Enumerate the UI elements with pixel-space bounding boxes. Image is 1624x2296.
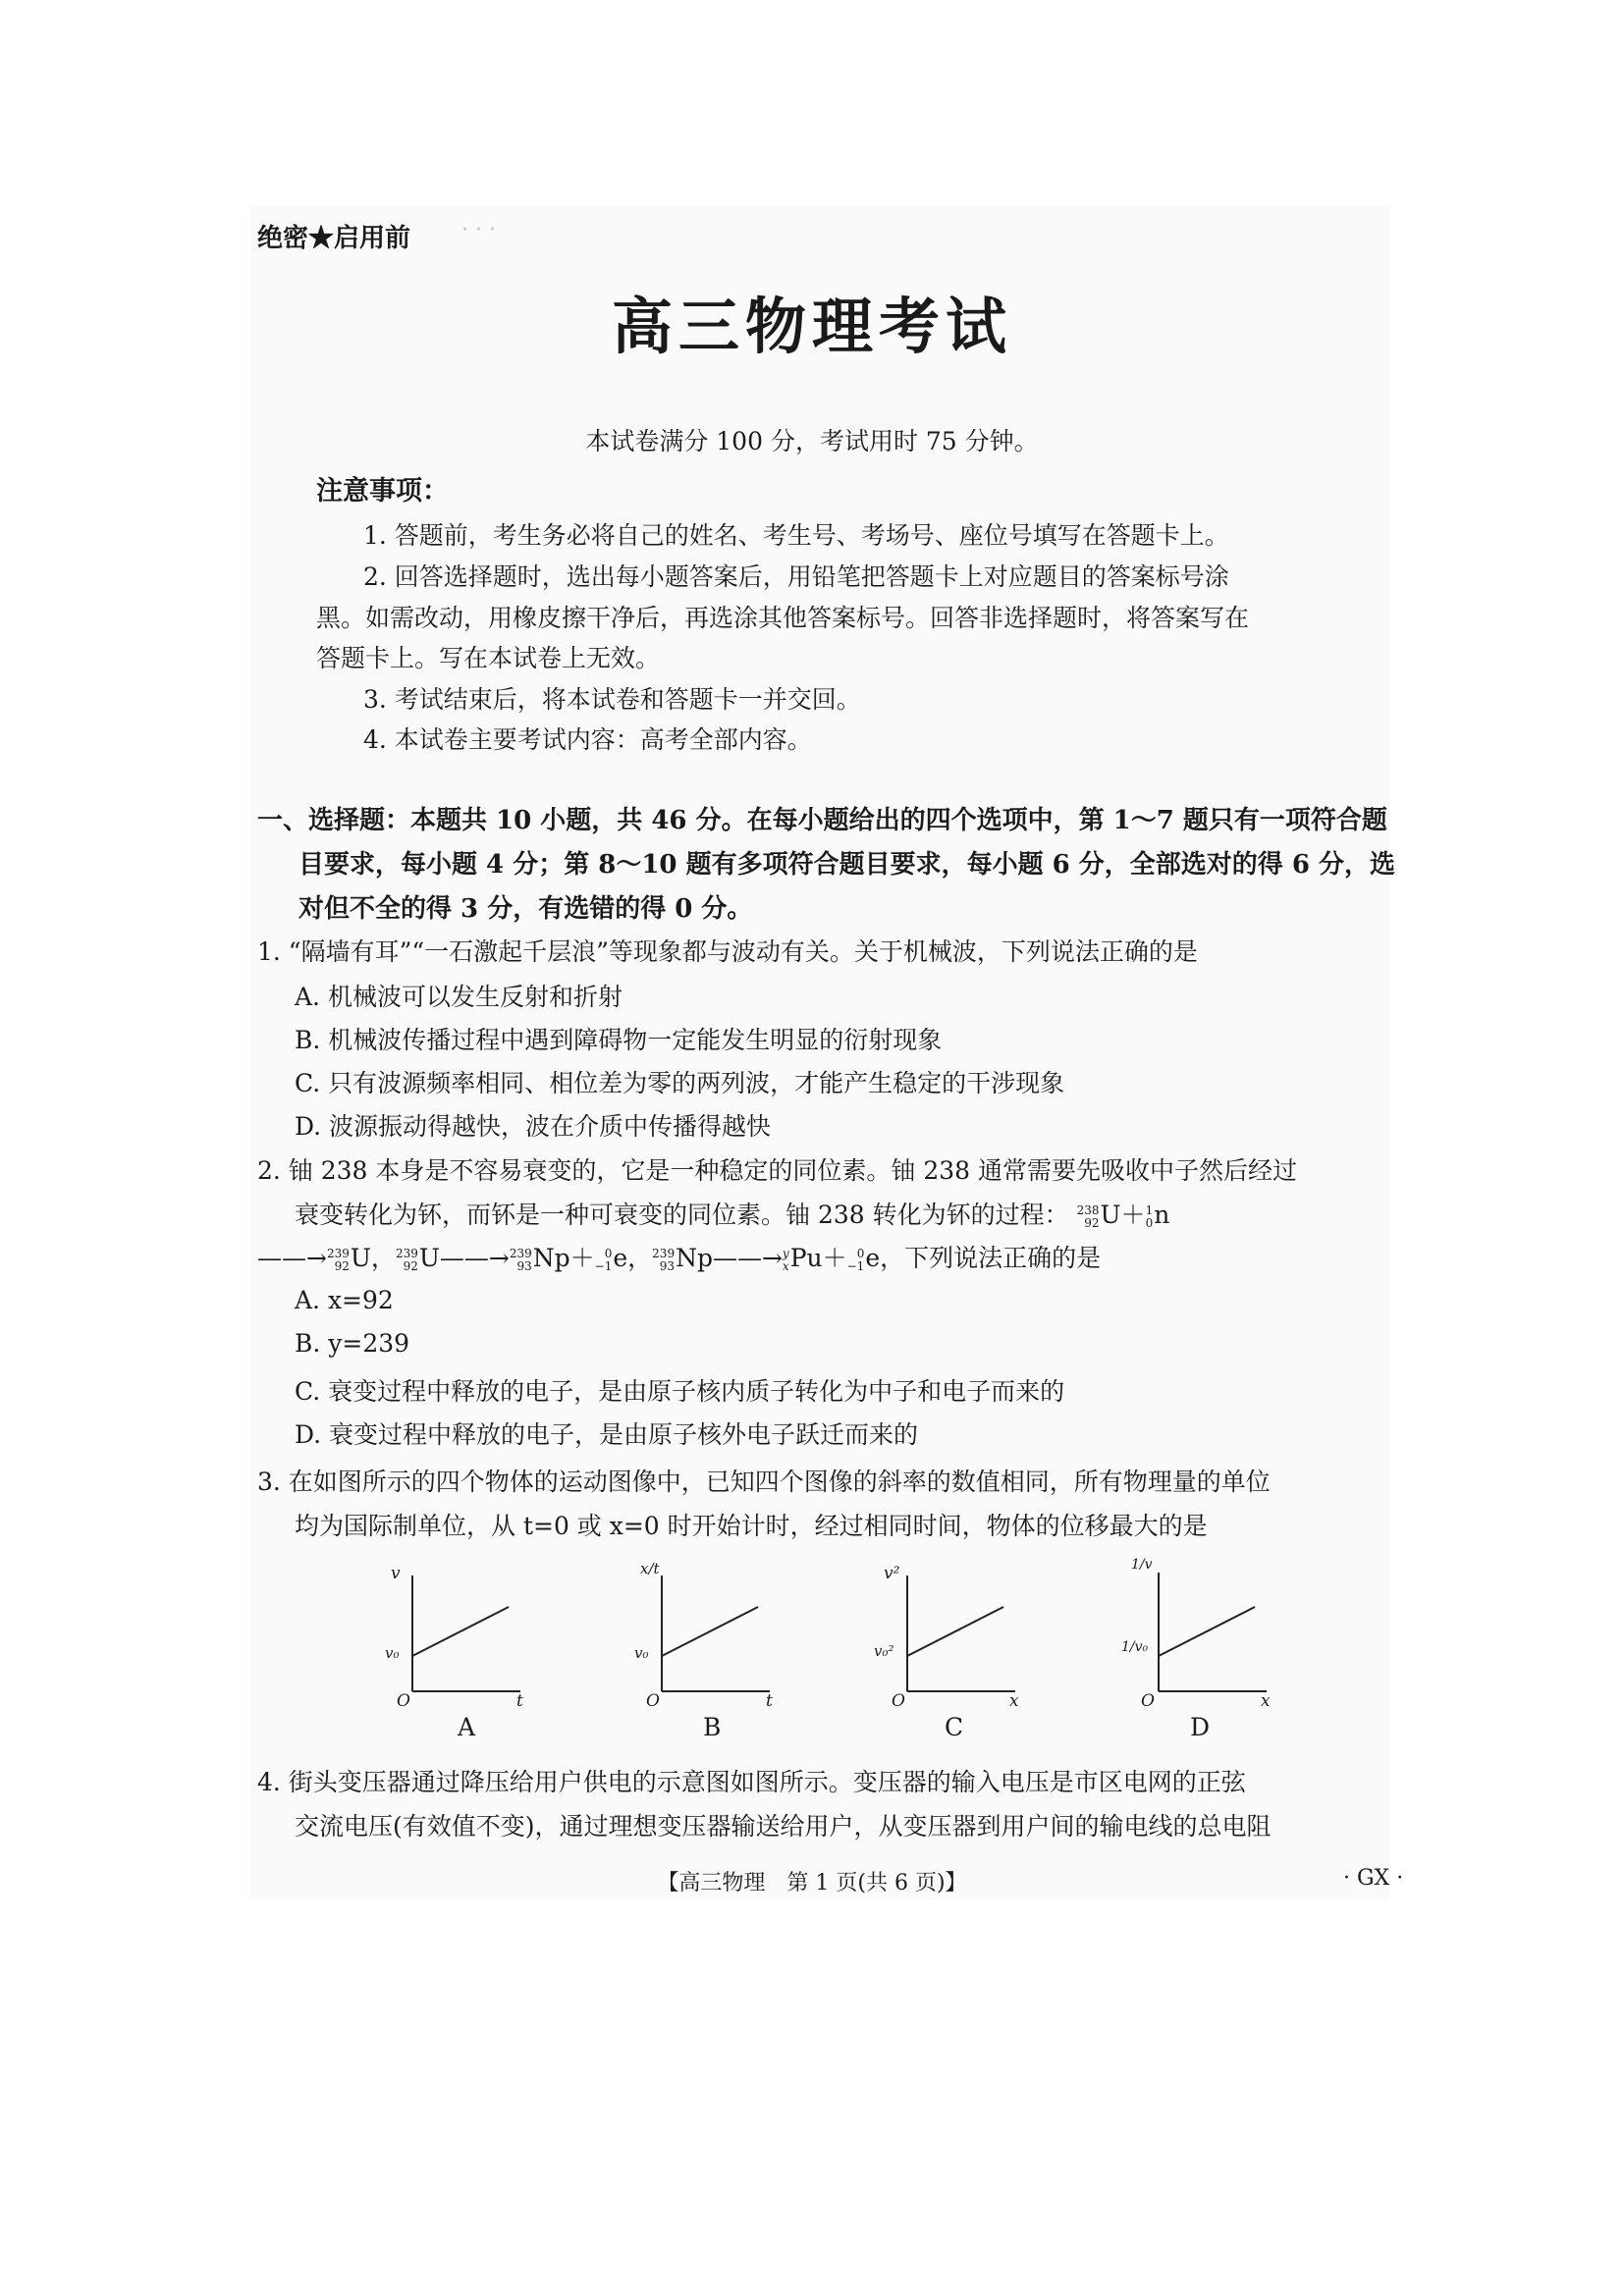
origin-label: O: [646, 1691, 660, 1711]
graph-b: [634, 1560, 774, 1711]
answer-option: B. 机械波传播过程中遇到障碍物一定能发生明显的衍射现象: [295, 1026, 943, 1054]
graph-line: [907, 1607, 1003, 1656]
origin-label: O: [1141, 1691, 1155, 1711]
nuclear-equation-line: [257, 1239, 1101, 1274]
y-axis-label: v: [391, 1564, 401, 1583]
section-instructions: 目要求，每小题 4 分；第 8～10 题有多项符合题目要求，每小题 6 分，全部选对的得 6 分，选: [298, 850, 1395, 880]
y-axis-label: 1/v: [1131, 1557, 1153, 1573]
graph-line: [412, 1607, 509, 1656]
graph-label: A: [458, 1713, 476, 1741]
x-axis-label: t: [766, 1691, 773, 1711]
bleed-through-text: · · ·: [461, 218, 496, 242]
x-axis-label: x: [1261, 1691, 1271, 1711]
section-instructions: 一、选择题：本题共 10 小题，共 46 分。在每小题给出的四个选项中，第 1～7 题只有一项符合题: [257, 806, 1387, 835]
answer-option: C. 衰变过程中释放的电子，是由原子核内质子转化为中子和电子而来的: [295, 1377, 1065, 1406]
notice-item: 答题卡上。写在本试卷上无效。: [316, 644, 661, 672]
x-axis-label: t: [516, 1691, 523, 1711]
intercept-label: v₀²: [874, 1642, 894, 1660]
question-stem: 交流电压(有效值不变)，通过理想变压器输送给用户，从变压器到用户间的输电线的总电阻: [295, 1812, 1272, 1841]
graph-c-svg: [876, 1566, 1023, 1703]
question-stem: 均为国际制单位，从 t=0 或 x=0 时开始计时，经过相同时间，物体的位移最大的是: [295, 1512, 1208, 1540]
intercept-label: v₀: [385, 1644, 400, 1662]
y-axis-label: v²: [884, 1564, 900, 1583]
notice-item: 3. 考试结束后，将本试卷和答题卡一并交回。: [363, 685, 861, 714]
graph-d: [1119, 1557, 1276, 1711]
question-text: 衰变转化为钚，而钚是一种可衰变的同位素。铀 238 转化为钚的过程：: [295, 1201, 1069, 1229]
question-stem: 4. 街头变压器通过降压给用户供电的示意图如图所示。变压器的输入电压是市区电网的正弦: [257, 1768, 1246, 1796]
answer-option: A. 机械波可以发生反射和折射: [295, 983, 623, 1011]
y-axis-label: x/t: [640, 1560, 660, 1577]
section-instructions: 对但不全的得 3 分，有选错的得 0 分。: [298, 894, 753, 924]
intercept-label: 1/v₀: [1121, 1639, 1149, 1655]
graph-a-svg: [393, 1566, 530, 1703]
notice-heading: 注意事项：: [316, 476, 449, 507]
page-footer: 【高三物理 第 1 页(共 6 页)】: [657, 1871, 967, 1896]
notice-item: 2. 回答选择题时，选出每小题答案后，用铅笔把答题卡上对应题目的答案标号涂: [363, 562, 1229, 591]
answer-option: C. 只有波源频率相同、相位差为零的两列波，才能产生稳定的干涉现象: [295, 1069, 1065, 1097]
graph-line: [1159, 1607, 1255, 1656]
notice-item: 4. 本试卷主要考试内容：高考全部内容。: [363, 725, 812, 754]
exam-info: 本试卷满分 100 分，考试用时 75 分钟。: [585, 427, 1039, 455]
confidential-label: 绝密★启用前: [257, 224, 411, 253]
notice-item: 1. 答题前，考生务必将自己的姓名、考生号、考场号、座位号填写在答题卡上。: [363, 521, 1229, 550]
graph-a: [385, 1564, 530, 1711]
graph-label: B: [703, 1713, 722, 1741]
intercept-label: v₀: [634, 1644, 649, 1662]
origin-label: O: [892, 1691, 905, 1711]
question-text: ，下列说法正确的是: [880, 1244, 1102, 1272]
graph-c: [874, 1564, 1023, 1711]
answer-option: A. x=92: [295, 1286, 394, 1314]
footer-tag: · GX ·: [1343, 1866, 1404, 1891]
answer-option: D. 波源振动得越快，波在介质中传播得越快: [295, 1112, 772, 1141]
origin-label: O: [397, 1691, 410, 1711]
graph-d-svg: [1119, 1561, 1276, 1704]
question-stem: 2. 铀 238 本身是不容易衰变的，它是一种稳定的同位素。铀 238 通常需要先吸收中子然后经过: [257, 1156, 1298, 1185]
answer-option: D. 衰变过程中释放的电子，是由原子核外电子跃迁而来的: [295, 1420, 919, 1449]
graph-b-svg: [636, 1566, 774, 1703]
question-stem: 3. 在如图所示的四个物体的运动图像中，已知四个图像的斜率的数值相同，所有物理量的单位: [257, 1468, 1271, 1496]
graph-label: D: [1190, 1713, 1211, 1741]
notice-item: 黑。如需改动，用橡皮擦干净后，再选涂其他答案标号。回答非选择题时，将答案写在: [316, 604, 1250, 632]
nuclear-equation: 238 92 U＋ 1 0 n: [1076, 1201, 1170, 1230]
nuclear-equation: ——→ 239 92 U， 239 92 U——→ 239 93 Np＋ 0 −1 e， 239 93 Np——→ y x Pu＋ 0 −1 e: [257, 1244, 881, 1273]
page-title: 高三物理考试: [611, 291, 1012, 362]
x-axis-label: x: [1009, 1691, 1019, 1711]
graph-line: [662, 1607, 758, 1656]
question-stem: 1. “隔墙有耳”“一石激起千层浪”等现象都与波动有关。关于机械波，下列说法正确的是: [257, 937, 1198, 966]
question-stem: [295, 1196, 1169, 1231]
graph-label: C: [945, 1713, 964, 1741]
answer-option: B. y=239: [295, 1329, 410, 1358]
